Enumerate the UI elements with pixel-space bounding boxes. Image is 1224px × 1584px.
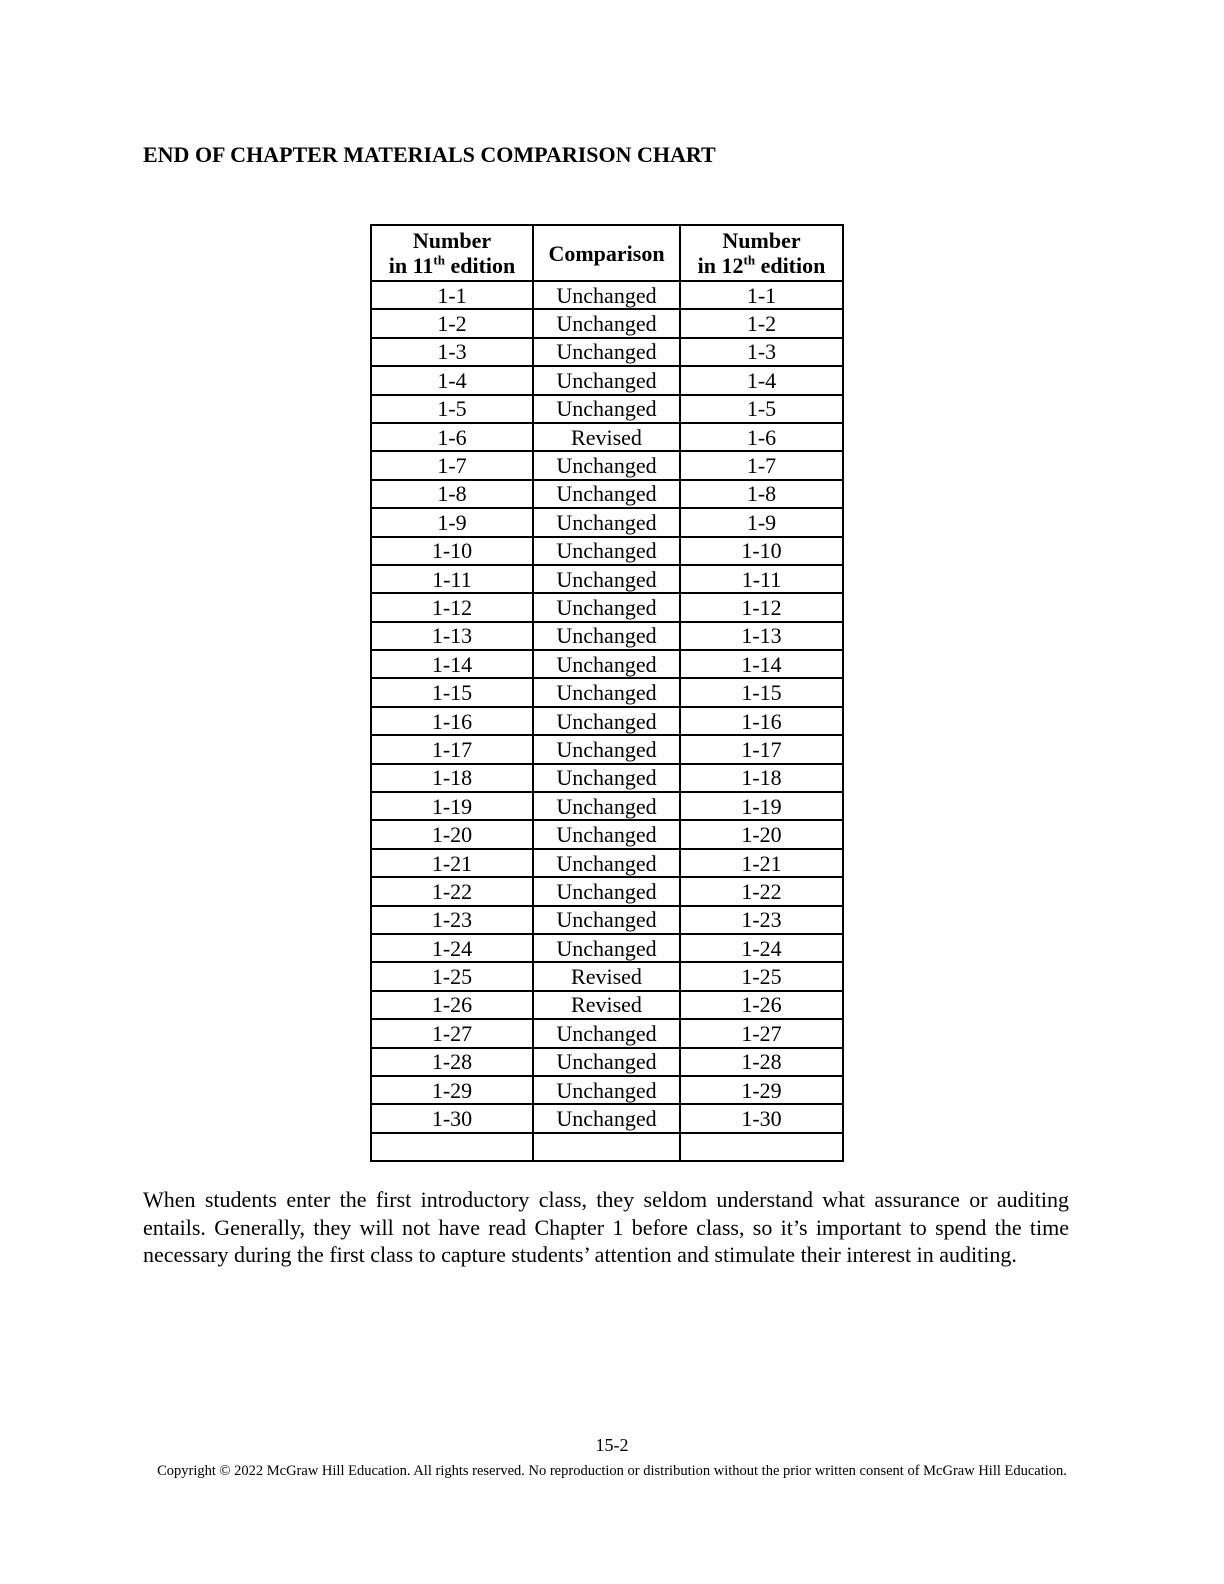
table-row [371, 593, 843, 621]
cell-number-12th: 1-28 [680, 1048, 843, 1076]
header-col3-superscript: th [743, 252, 756, 268]
header-number-12th-edition [680, 225, 843, 281]
copyright-notice: Copyright © 2022 McGraw Hill Education. All rights reserved. No reproduction or distribution without the prior written consent of McGraw Hill Education. [157, 1463, 1067, 1479]
table-row [371, 508, 843, 536]
cell-number-11th: 1-13 [371, 622, 533, 650]
cell-number-12th: 1-21 [680, 849, 843, 877]
cell-number-11th: 1-1 [371, 281, 533, 309]
table-row [371, 565, 843, 593]
cell-comparison: Unchanged [533, 735, 680, 763]
cell-number-11th: 1-23 [371, 906, 533, 934]
table-row [371, 1076, 843, 1104]
cell-comparison: Unchanged [533, 792, 680, 820]
cell-comparison: Unchanged [533, 849, 680, 877]
cell-comparison: Revised [533, 991, 680, 1019]
cell-comparison: Unchanged [533, 707, 680, 735]
cell-number-11th: 1-2 [371, 309, 533, 337]
table-row [371, 395, 843, 423]
table-row [371, 451, 843, 479]
table-row [371, 792, 843, 820]
cell-number-12th: 1-15 [680, 678, 843, 706]
cell-number-11th: 1-21 [371, 849, 533, 877]
cell-comparison: Unchanged [533, 1104, 680, 1132]
cell-number-12th: 1-29 [680, 1076, 843, 1104]
comparison-table [370, 224, 844, 1162]
cell-comparison: Unchanged [533, 451, 680, 479]
cell-comparison: Unchanged [533, 395, 680, 423]
header-col2-label: Comparison [548, 240, 665, 266]
table-row [371, 650, 843, 678]
table-row [371, 820, 843, 848]
table-row [371, 735, 843, 763]
cell-number-11th: 1-19 [371, 792, 533, 820]
cell-number-12th: 1-8 [680, 480, 843, 508]
cell-number-11th: 1-3 [371, 338, 533, 366]
cell-number-12th: 1-14 [680, 650, 843, 678]
cell-number-11th: 1-4 [371, 366, 533, 394]
cell-comparison: Unchanged [533, 650, 680, 678]
cell-number-11th: 1-7 [371, 451, 533, 479]
cell-number-12th: 1-20 [680, 820, 843, 848]
cell-comparison: Unchanged [533, 1019, 680, 1047]
table-header-row [371, 225, 843, 281]
header-number-11th-edition [371, 225, 533, 281]
cell-comparison: Unchanged [533, 678, 680, 706]
cell-number-11th: 1-9 [371, 508, 533, 536]
cell-comparison: Unchanged [533, 480, 680, 508]
table-row [371, 1104, 843, 1132]
table-row [371, 934, 843, 962]
cell-number-11th: 1-22 [371, 877, 533, 905]
cell-number-12th: 1-12 [680, 593, 843, 621]
header-col1-line1: Number [412, 228, 492, 253]
intro-paragraph: When students enter the first introductory class, they seldom understand what assurance or auditing entails. Generally, they will not have read Chapter 1 before class, so it’s important to spend the time necessary during the first class to capture students’ attention and stimulate their interest in auditing. [143, 1187, 1069, 1267]
cell-number-12th: 1-10 [680, 537, 843, 565]
table-row [371, 1133, 843, 1161]
table-row [371, 622, 843, 650]
cell-number-12th: 1-18 [680, 764, 843, 792]
cell-number-11th: 1-30 [371, 1104, 533, 1132]
cell-number-11th: 1-8 [371, 480, 533, 508]
cell-number-11th: 1-15 [371, 678, 533, 706]
cell-comparison: Unchanged [533, 309, 680, 337]
cell-number-12th: 1-17 [680, 735, 843, 763]
page-number: 15-2 [595, 1435, 629, 1455]
table-row [371, 480, 843, 508]
cell-number-12th: 1-23 [680, 906, 843, 934]
cell-comparison: Unchanged [533, 622, 680, 650]
cell-number-11th: 1-17 [371, 735, 533, 763]
cell-comparison: Unchanged [533, 877, 680, 905]
cell-number-12th: 1-4 [680, 366, 843, 394]
cell-number-11th: 1-27 [371, 1019, 533, 1047]
cell-number-11th: 1-18 [371, 764, 533, 792]
cell-comparison: Unchanged [533, 366, 680, 394]
header-col3-line1: Number [722, 228, 801, 253]
cell-comparison: Unchanged [533, 1076, 680, 1104]
header-col1-line2-suffix: edition [444, 253, 516, 278]
cell-comparison: Unchanged [533, 565, 680, 593]
cell-number-12th: 1-3 [680, 338, 843, 366]
table-row [371, 877, 843, 905]
cell-number-11th: 1-28 [371, 1048, 533, 1076]
cell-number-11th: 1-25 [371, 962, 533, 990]
cell-number-11th: 1-14 [371, 650, 533, 678]
table-row [371, 338, 843, 366]
table-row [371, 366, 843, 394]
table-row [371, 1048, 843, 1076]
cell-comparison: Revised [533, 962, 680, 990]
cell-number-11th: 1-16 [371, 707, 533, 735]
cell-comparison: Unchanged [533, 764, 680, 792]
table-row [371, 537, 843, 565]
cell-number-11th: 1-12 [371, 593, 533, 621]
cell-number-11th: 1-6 [371, 423, 533, 451]
table-row [371, 423, 843, 451]
table-row [371, 678, 843, 706]
cell-comparison: Unchanged [533, 281, 680, 309]
table-row [371, 906, 843, 934]
cell-comparison: Unchanged [533, 508, 680, 536]
table-body [371, 281, 843, 1161]
table-row [371, 849, 843, 877]
header-col3-line2-suffix: edition [755, 253, 826, 278]
cell-comparison: Revised [533, 423, 680, 451]
table-row [371, 764, 843, 792]
cell-number-12th: 1-27 [680, 1019, 843, 1047]
cell-comparison: Unchanged [533, 906, 680, 934]
cell-number-11th: 1-10 [371, 537, 533, 565]
table-row [371, 707, 843, 735]
cell-comparison: Unchanged [533, 934, 680, 962]
cell-number-12th: 1-30 [680, 1104, 843, 1132]
cell-number-11th: 1-5 [371, 395, 533, 423]
cell-number-12th: 1-7 [680, 451, 843, 479]
cell-number-12th: 1-25 [680, 962, 843, 990]
cell-number-12th: 1-11 [680, 565, 843, 593]
cell-number-12th: 1-22 [680, 877, 843, 905]
cell-number-12th [680, 1133, 843, 1161]
cell-comparison: Unchanged [533, 593, 680, 621]
cell-number-12th: 1-16 [680, 707, 843, 735]
page-title: END OF CHAPTER MATERIALS COMPARISON CHART [143, 142, 716, 167]
table-row [371, 281, 843, 309]
cell-number-11th: 1-11 [371, 565, 533, 593]
cell-comparison: Unchanged [533, 1048, 680, 1076]
table-row [371, 962, 843, 990]
cell-number-12th: 1-6 [680, 423, 843, 451]
header-col1-superscript: th [433, 252, 445, 268]
cell-number-12th: 1-5 [680, 395, 843, 423]
cell-number-11th: 1-24 [371, 934, 533, 962]
cell-comparison [533, 1133, 680, 1161]
cell-number-12th: 1-24 [680, 934, 843, 962]
header-comparison [533, 225, 680, 281]
table-row [371, 309, 843, 337]
cell-number-12th: 1-9 [680, 508, 843, 536]
cell-number-12th: 1-1 [680, 281, 843, 309]
table-row [371, 1019, 843, 1047]
cell-number-11th: 1-20 [371, 820, 533, 848]
cell-comparison: Unchanged [533, 820, 680, 848]
cell-number-12th: 1-13 [680, 622, 843, 650]
header-col1-line2-prefix: in 11 [388, 253, 434, 278]
cell-comparison: Unchanged [533, 338, 680, 366]
cell-number-11th: 1-26 [371, 991, 533, 1019]
cell-number-12th: 1-2 [680, 309, 843, 337]
cell-number-12th: 1-19 [680, 792, 843, 820]
cell-number-11th [371, 1133, 533, 1161]
cell-number-12th: 1-26 [680, 991, 843, 1019]
header-col3-line2-prefix: in 12 [697, 253, 744, 278]
table-row [371, 991, 843, 1019]
cell-comparison: Unchanged [533, 537, 680, 565]
cell-number-11th: 1-29 [371, 1076, 533, 1104]
